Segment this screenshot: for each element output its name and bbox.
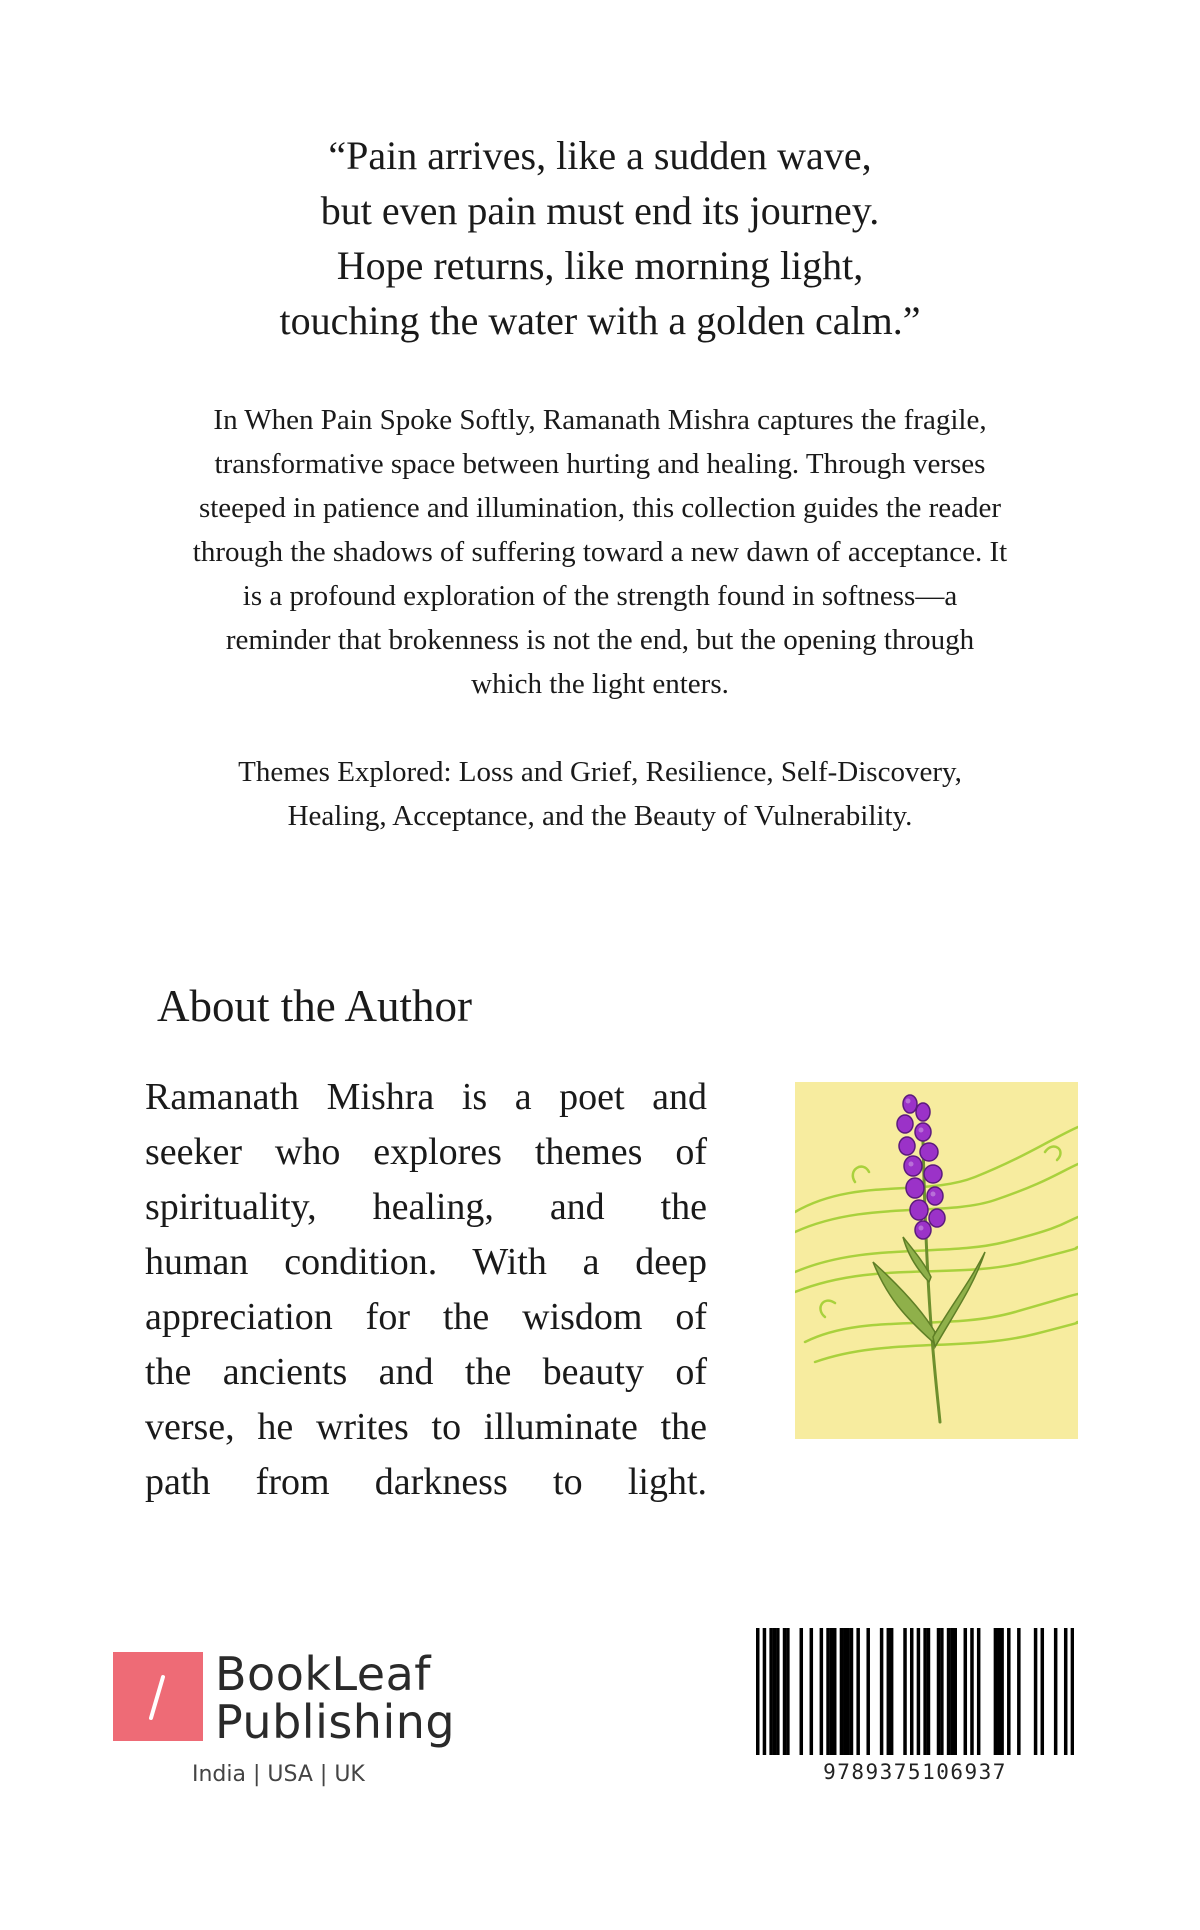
publisher-name-line1: BookLeaf xyxy=(215,1647,431,1701)
bio-line: human condition. With a deep xyxy=(145,1241,707,1283)
barcode-bar xyxy=(810,1628,814,1755)
bio-line: seeker who explores themes of xyxy=(145,1131,707,1173)
barcode-bar xyxy=(830,1628,834,1755)
barcode-bar xyxy=(1041,1628,1045,1755)
bio-line: appreciation for the wisdom of xyxy=(145,1296,707,1338)
barcode-bar xyxy=(833,1628,837,1755)
barcode-bar xyxy=(903,1628,907,1755)
publisher-name-line2: Publishing xyxy=(215,1695,456,1749)
publisher-logo-mark xyxy=(113,1652,203,1741)
blurb-line: transformative space between hurting and healing. Through verses xyxy=(214,448,986,480)
about-author-heading: About the Author xyxy=(157,981,472,1031)
barcode-bar xyxy=(786,1628,790,1755)
themes-line: Healing, Acceptance, and the Beauty of Vulnerability. xyxy=(287,800,913,832)
themes-line: Themes Explored: Loss and Grief, Resilience, Self-Discovery, xyxy=(238,756,962,788)
quote-line: but even pain must end its journey. xyxy=(320,188,880,233)
barcode-bar xyxy=(927,1628,931,1755)
quote-line: “Pain arrives, like a sudden wave, xyxy=(328,133,872,178)
barcode-bar xyxy=(937,1628,941,1755)
blurb-line: through the shadows of suffering toward a new dawn of acceptance. It xyxy=(192,536,1008,568)
blurb-line: reminder that brokenness is not the end, but the opening through xyxy=(225,624,975,656)
barcode-bar xyxy=(923,1628,927,1755)
back-cover-quote xyxy=(0,128,1200,348)
barcode-bar xyxy=(846,1628,850,1755)
barcode-bar xyxy=(1064,1628,1068,1755)
barcode-bar xyxy=(917,1628,921,1755)
isbn-number: 9789375106937 xyxy=(823,1760,1007,1784)
barcode-bar xyxy=(800,1628,804,1755)
lavender-sprig-icon xyxy=(795,1082,1078,1439)
author-bio xyxy=(145,1070,707,1510)
bio-line: spirituality, healing, and the xyxy=(145,1186,707,1228)
isbn-barcode xyxy=(756,1628,1074,1755)
bio-line: verse, he writes to illuminate the xyxy=(145,1406,707,1448)
barcode-bar xyxy=(1071,1628,1074,1755)
barcode-bar xyxy=(994,1628,998,1755)
blurb-line: In When Pain Spoke Softly, Ramanath Mishra captures the fragile, xyxy=(213,404,987,436)
barcode-bar xyxy=(880,1628,884,1755)
book-blurb xyxy=(0,398,1200,706)
bio-line: the ancients and the beauty of xyxy=(145,1351,707,1393)
barcode-bar xyxy=(947,1628,951,1755)
publisher-regions: India | USA | UK xyxy=(192,1762,365,1787)
barcode-bar xyxy=(826,1628,830,1755)
bio-line: path from darkness to light. xyxy=(145,1461,707,1503)
barcode-bar xyxy=(1000,1628,1004,1755)
barcode-bar xyxy=(940,1628,944,1755)
barcode-bar xyxy=(776,1628,780,1755)
barcode-bar xyxy=(843,1628,847,1755)
slash-icon xyxy=(113,1652,203,1741)
bio-line: Ramanath Mishra is a poet and xyxy=(145,1076,707,1118)
barcode-bar xyxy=(850,1628,854,1755)
barcode-bar xyxy=(783,1628,787,1755)
barcode-bar xyxy=(769,1628,773,1755)
blurb-line: is a profound exploration of the strength found in softness—a xyxy=(242,580,958,612)
barcode-bar xyxy=(953,1628,957,1755)
blurb-line: which the light enters. xyxy=(471,668,729,700)
barcode-bar xyxy=(840,1628,844,1755)
barcode-bar xyxy=(997,1628,1001,1755)
themes-explored xyxy=(0,750,1200,838)
barcode-bar xyxy=(773,1628,777,1755)
barcode-bar xyxy=(977,1628,981,1755)
barcode-bar xyxy=(756,1628,760,1755)
barcode-bar xyxy=(887,1628,891,1755)
barcode-bar xyxy=(1034,1628,1038,1755)
barcode-bar xyxy=(866,1628,870,1755)
barcode-bar xyxy=(964,1628,968,1755)
barcode-bar xyxy=(1007,1628,1011,1755)
barcode-bar xyxy=(1017,1628,1021,1755)
barcode-bar xyxy=(950,1628,954,1755)
barcode-bar xyxy=(856,1628,860,1755)
barcode-bar xyxy=(820,1628,824,1755)
barcode-bar xyxy=(890,1628,894,1755)
publisher-name xyxy=(215,1647,456,1749)
blurb-line: steeped in patience and illumination, this collection guides the reader xyxy=(198,492,1002,524)
barcode-bar xyxy=(1054,1628,1058,1755)
barcode-bar xyxy=(763,1628,767,1755)
quote-line: touching the water with a golden calm.” xyxy=(279,298,921,343)
barcode-bar xyxy=(970,1628,974,1755)
quote-line: Hope returns, like morning light, xyxy=(336,243,864,288)
barcode-bar xyxy=(910,1628,914,1755)
